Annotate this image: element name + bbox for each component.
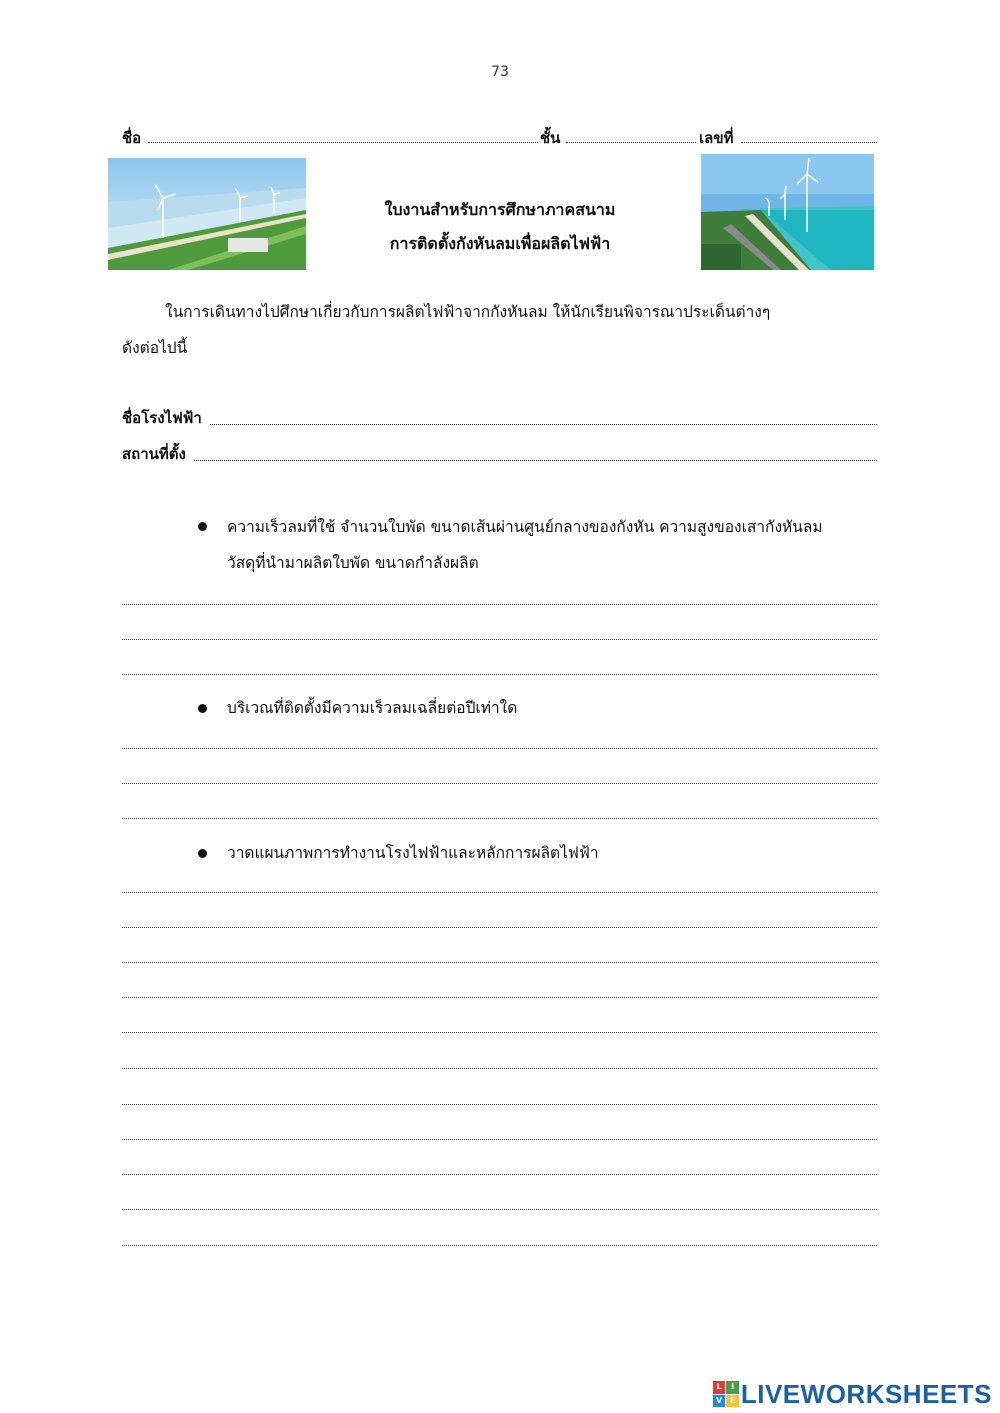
wind-turbine-image (108, 158, 306, 270)
bullet-icon (198, 522, 207, 531)
name-field[interactable] (148, 142, 538, 143)
answer-line[interactable] (122, 927, 877, 928)
location-field[interactable] (194, 460, 877, 461)
answer-line[interactable] (122, 1174, 877, 1175)
worksheet-title: ใบงานสำหรับการศึกษาภาคสนาม (384, 200, 616, 219)
plant-name-field[interactable] (210, 424, 877, 425)
location-label: สถานที่ตั้ง (122, 445, 186, 463)
badge-letter: V (713, 1395, 726, 1408)
name-label: ชื่อ (122, 129, 142, 147)
answer-line[interactable] (122, 997, 877, 998)
answer-line[interactable] (122, 783, 877, 784)
badge-letter: L (713, 1381, 726, 1394)
answer-line[interactable] (122, 639, 877, 640)
question-2: บริเวณที่ติดตั้งมีความเร็วลมเฉลี่ยต่อปีเท่าใด (227, 699, 518, 717)
answer-line[interactable] (122, 818, 877, 819)
question-1-line-1: ความเร็วลมที่ใช้ จำนวนใบพัด ขนาดเส้นผ่านศูนย์กลางของกังหัน ความสูงของเสากังหันลม (227, 518, 823, 536)
number-label: เลขที่ (699, 129, 734, 147)
left-wind-turbine-photo (108, 158, 306, 270)
wind-turbine-beach-image (701, 154, 874, 270)
question-3: วาดแผนภาพการทำงานโรงไฟฟ้าและหลักการผลิตไฟฟ้า (227, 844, 599, 862)
class-label: ชั้น (540, 129, 561, 147)
answer-line[interactable] (122, 1139, 877, 1140)
question-1-line-2: วัสดุที่นำมาผลิตใบพัด ขนาดกำลังผลิต (227, 554, 479, 572)
answer-line[interactable] (122, 1209, 877, 1210)
answer-line[interactable] (122, 748, 877, 749)
right-wind-turbine-photo (701, 154, 874, 270)
answer-line[interactable] (122, 674, 877, 675)
badge-letter: I (726, 1381, 739, 1394)
answer-line[interactable] (122, 1032, 877, 1033)
number-field[interactable] (741, 142, 877, 143)
liveworksheets-logo (713, 1379, 992, 1409)
liveworksheets-text: LIVEWORKSHEETS (740, 1378, 992, 1409)
answer-line[interactable] (122, 892, 877, 893)
intro-line-2: ดังต่อไปนี้ (122, 339, 188, 357)
liveworksheets-badge-icon (713, 1381, 739, 1407)
worksheet-subtitle: การติดตั้งกังหันลมเพื่อผลิตไฟฟ้า (389, 234, 611, 253)
class-field[interactable] (566, 142, 696, 143)
badge-letter: E (726, 1395, 739, 1408)
answer-line[interactable] (122, 1245, 877, 1246)
answer-line[interactable] (122, 1068, 877, 1069)
bullet-icon (198, 849, 207, 858)
answer-line[interactable] (122, 604, 877, 605)
intro-line-1: ในการเดินทางไปศึกษาเกี่ยวกับการผลิตไฟฟ้าจากกังหันลม ให้นักเรียนพิจารณาประเด็นต่างๆ (165, 303, 771, 321)
bullet-icon (198, 704, 207, 713)
plant-name-label: ชื่อโรงไฟฟ้า (122, 409, 202, 427)
page-number: 73 (491, 64, 509, 80)
answer-line[interactable] (122, 1104, 877, 1105)
answer-line[interactable] (122, 962, 877, 963)
